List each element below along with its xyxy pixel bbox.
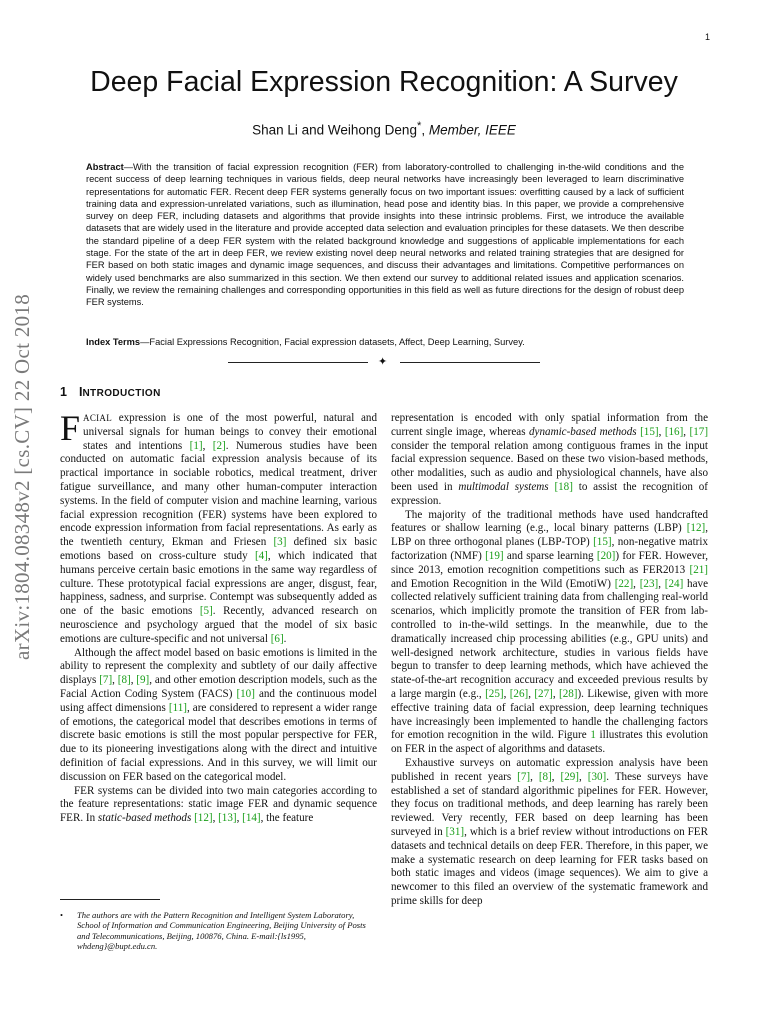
citation-link[interactable]: [26] <box>509 687 529 700</box>
citation-link[interactable]: [15] <box>640 425 659 438</box>
text: defined six basic emotions based on cross-culture study <box>60 536 377 562</box>
paragraph <box>391 412 708 509</box>
citation-link[interactable]: [13] <box>218 812 237 825</box>
text: , <box>552 687 559 700</box>
citation-link[interactable]: [8] <box>117 674 131 687</box>
text: , <box>658 577 665 590</box>
text: have collected relatively sufficient training data from challenging real-world scenarios, which implicitly promote the transition of FER from lab-controlled to in-the-wild settings. In the meanwhile, due to the dramatically increased chip processing abilities (e.g., GPU units) and well-designed network architecture, studies in various fields have begun to transfer to deep learning methods, which have achieved the state-of-the-art recognition accuracy and exceeded previous results by a large margin (e.g., <box>391 577 708 700</box>
text: , <box>530 770 539 783</box>
paragraph <box>60 408 378 647</box>
citation-link[interactable]: [21] <box>689 563 708 576</box>
citation-link[interactable]: [31] <box>445 825 465 838</box>
citation-link[interactable]: [27] <box>534 687 553 700</box>
text: , which is a brief review without introductions on FER datasets and technical details on deep FER. Therefore, in this paper, we make a systematic research on deep learning for FER tasks based on both static images and videos (image sequences). We aim to give a newcomer to this filed an overview of the systematic framework and prime skills for deep <box>391 825 708 907</box>
text: , <box>202 439 213 452</box>
text: and Emotion Recognition in the Wild (EmotiW) <box>391 577 615 590</box>
section-title-rest: NTRODUCTION <box>82 388 161 399</box>
italic-term: multimodal systems <box>458 480 549 493</box>
arxiv-stamp: arXiv:1804.08348v2 [cs.CV] 22 Oct 2018 <box>10 293 34 660</box>
text: expression is one of the most powerful, natural and universal signals for human beings to convey their emotional states and intentions <box>83 412 377 452</box>
footnote <box>60 910 377 952</box>
paragraph <box>391 509 708 757</box>
citation-link[interactable]: [6] <box>270 632 284 645</box>
text: , LBP on three orthogonal planes (LBP-TOP) <box>391 522 708 549</box>
italic-term: dynamic-based methods <box>529 425 637 438</box>
citation-link[interactable]: [30] <box>587 770 607 783</box>
citation-link[interactable]: [19] <box>485 549 504 562</box>
citation-link[interactable]: [7] <box>99 674 113 687</box>
section-divider <box>228 356 540 368</box>
section-heading <box>60 385 161 399</box>
text: The majority of the traditional methods have used handcrafted features or shallow learning (e.g., local binary patterns (LBP) <box>391 508 708 535</box>
abstract-text: —With the transition of facial expression recognition (FER) from laboratory-controlled to challenging in-the-wild conditions and the recent success of deep learning techniques in various fields, deep neural networks have increasingly been leveraged to learn discriminative representations for automatic FER. Recent deep FER systems generally focus on two important issues: overfitting caused by a lack of sufficient training data and expression-unrelated variations, such as illumination, head pose and identity bias. In this paper, we provide a comprehensive survey on deep FER, including datasets and algorithms that provide insights into these intrinsic problems. First, we introduce the available datasets that are widely used in the literature and provide accepted data selection and evaluation principles for these datasets. We then describe the standard pipeline of a deep FER system with the related background knowledge and suggestions of applicable implementations for each stage. For the state of the art in deep FER, we review existing novel deep neural networks and related training strategies that are designed for FER based on both static images and dynamic image sequences, and discuss their advantages and limitations. Competitive performances on widely used benchmarks are also summarized in this section. We then extend our survey to additional related issues and application scenarios. Finally, we review the remaining challenges and corresponding opportunities in this field as well as future directions for the design of robust deep FER systems. <box>86 162 684 308</box>
text: ). Likewise, given with more effective training data of facial expression, deep learning techniques have increasingly been implemented to handle the challenging factors for emotion recognition in the wild. Figure <box>391 687 709 742</box>
text: , <box>112 674 118 687</box>
divider-line-right <box>400 362 540 363</box>
paragraph <box>60 647 377 785</box>
citation-link[interactable]: [23] <box>639 577 659 590</box>
page-number: 1 <box>704 32 710 42</box>
section-number: 1 <box>60 385 67 399</box>
citation-link[interactable]: [12] <box>686 522 706 535</box>
citation-link[interactable]: [29] <box>560 770 579 783</box>
citation-link[interactable]: [2] <box>212 439 226 452</box>
text: and the continuous model using affect dimensions <box>60 687 377 714</box>
text: , <box>579 770 588 783</box>
text: ) for FER. However, since 2013, emotion recognition competitions such as FER2013 <box>391 549 708 576</box>
citation-link[interactable]: [5] <box>199 605 213 618</box>
text: , <box>528 687 535 700</box>
drop-cap: F <box>60 408 81 448</box>
text: , are considered to represent a wider range of emotions, the categorical model that describes emotions in terms of discrete basic emotions is still the most popular perspective for FER, due to its pioneering investigations along with the direct and intuitive definition of facial expressions. And in this survey, we will limit our discussion on FER based on the categorical model. <box>60 701 377 783</box>
text: , <box>658 425 665 438</box>
figure-reference-link[interactable]: 1 <box>590 729 596 742</box>
text: , the feature <box>260 812 314 825</box>
text: , <box>212 812 219 825</box>
citation-link[interactable]: [25] <box>485 687 504 700</box>
citation-link[interactable]: [4] <box>254 549 268 562</box>
footnote-text: The authors are with the Pattern Recognition and Intelligent System Laboratory, School of Information and Communication Engineering, Beijing University of Posts and Telecommunications, Beijing, 100876, China. E-mail:{ls1995, whdeng}@bupt.edu.cn. <box>77 910 366 952</box>
footnote-bullet: • <box>60 910 64 920</box>
index-terms-label: Index Terms <box>86 337 141 347</box>
text: , <box>633 577 640 590</box>
index-terms-text: —Facial Expressions Recognition, Facial expression datasets, Affect, Deep Learning, Survey. <box>140 337 525 347</box>
citation-link[interactable]: [9] <box>136 674 150 687</box>
divider-ornament: ✦ <box>378 355 388 368</box>
citation-link[interactable]: [24] <box>664 577 684 590</box>
text: , <box>551 770 561 783</box>
smallcaps-word: ACIAL <box>83 413 113 423</box>
index-terms <box>86 336 684 348</box>
text: . Numerous studies have been conducted on automatic facial expression analysis because of its practical importance in sociable robotics, medical treatment, driver fatigue surveillance, and many other human-computer interaction systems. In the field of computer vision and machine learning, various facial expression recognition (FER) systems have been explored to encode expression information from facial representations. As early as the twentieth century, Ekman and Friesen <box>60 439 377 549</box>
text: , <box>236 812 243 825</box>
citation-link[interactable]: [20] <box>596 549 616 562</box>
text: , <box>683 425 690 438</box>
citation-link[interactable]: [7] <box>517 770 531 783</box>
text: and sparse learning <box>503 549 597 562</box>
author-comma: , <box>421 122 429 138</box>
text: . Recently, advanced research on neuroscience and psychology argued that the model of six basic emotions are culture-specific and not universal <box>60 605 378 645</box>
citation-link[interactable]: [10] <box>236 687 255 700</box>
section-title-initial: I <box>78 385 83 399</box>
abstract-label: Abstract <box>86 162 124 172</box>
text: FER systems can be divided into two main categories according to the feature representations: static image FER and dynamic sequence FER. In <box>60 784 377 825</box>
citation-link[interactable]: [15] <box>593 536 612 549</box>
citation-link[interactable]: [18] <box>554 480 573 493</box>
paragraph <box>60 785 377 826</box>
text: illustrates this evolution on FER in the aspect of algorithms and datasets. <box>391 729 709 756</box>
author-star: * <box>416 120 422 132</box>
left-column <box>60 408 378 826</box>
citation-link[interactable]: [28] <box>559 687 578 700</box>
divider-line-left <box>228 362 368 363</box>
author-names: Shan Li and Weihong Deng <box>252 122 417 138</box>
text: , which indicated that humans perceive certain basic emotions in the same way regardless of culture. These prototypical facial expressions are anger, disgust, fear, happiness, sadness, and surprise. Contempt was subsequently added as one of the basic emotions <box>60 549 377 618</box>
citation-link[interactable]: [12] <box>194 812 213 825</box>
text: , non-negative matrix factorization (NMF) <box>391 536 708 562</box>
abstract <box>86 161 684 309</box>
citation-link[interactable]: [11] <box>168 701 187 714</box>
text: representation is encoded with only spatial information from the current single image, whereas <box>391 412 708 438</box>
text: to assist the recognition of expression. <box>391 480 708 507</box>
paragraph <box>391 757 708 909</box>
citation-link[interactable]: [3] <box>273 536 287 549</box>
author-role: Member, IEEE <box>428 122 516 138</box>
text: Although the affect model based on basic emotions is limited in the ability to represent the complexity and subtlety of our daily affective displays <box>60 646 377 687</box>
text: consider the temporal relation among contiguous frames in the input facial expression sequence. Based on these two vision-based methods, other modalities, such as audio and physiological channels, have also been used in <box>391 439 708 493</box>
text: Exhaustive surveys on automatic expression analysis have been published in recent years <box>391 756 708 783</box>
italic-term: static-based methods <box>97 812 192 825</box>
citation-link[interactable]: [14] <box>242 812 261 825</box>
citation-link[interactable]: [8] <box>538 770 552 783</box>
citation-link[interactable]: [16] <box>664 425 684 438</box>
text: , <box>130 674 137 687</box>
text: , <box>503 687 510 700</box>
citation-link[interactable]: [22] <box>614 577 634 590</box>
paper-title: Deep Facial Expression Recognition: A Survey <box>90 66 678 98</box>
text: . <box>283 632 287 645</box>
text: , and other emotion description models, such as the Facial Action Coding System (FACS) <box>60 674 378 700</box>
right-column <box>391 412 708 909</box>
citation-link[interactable]: [1] <box>189 439 203 452</box>
text: . These surveys have established a set of standard algorithmic pipelines for FER. However, they focus on traditional methods, and deep learning has rarely been reviewed. Very recently, FER based on deep learning has been surveyed in <box>391 770 709 838</box>
author-line <box>0 120 768 138</box>
citation-link[interactable]: [17] <box>689 425 709 438</box>
footnote-rule <box>60 899 160 900</box>
